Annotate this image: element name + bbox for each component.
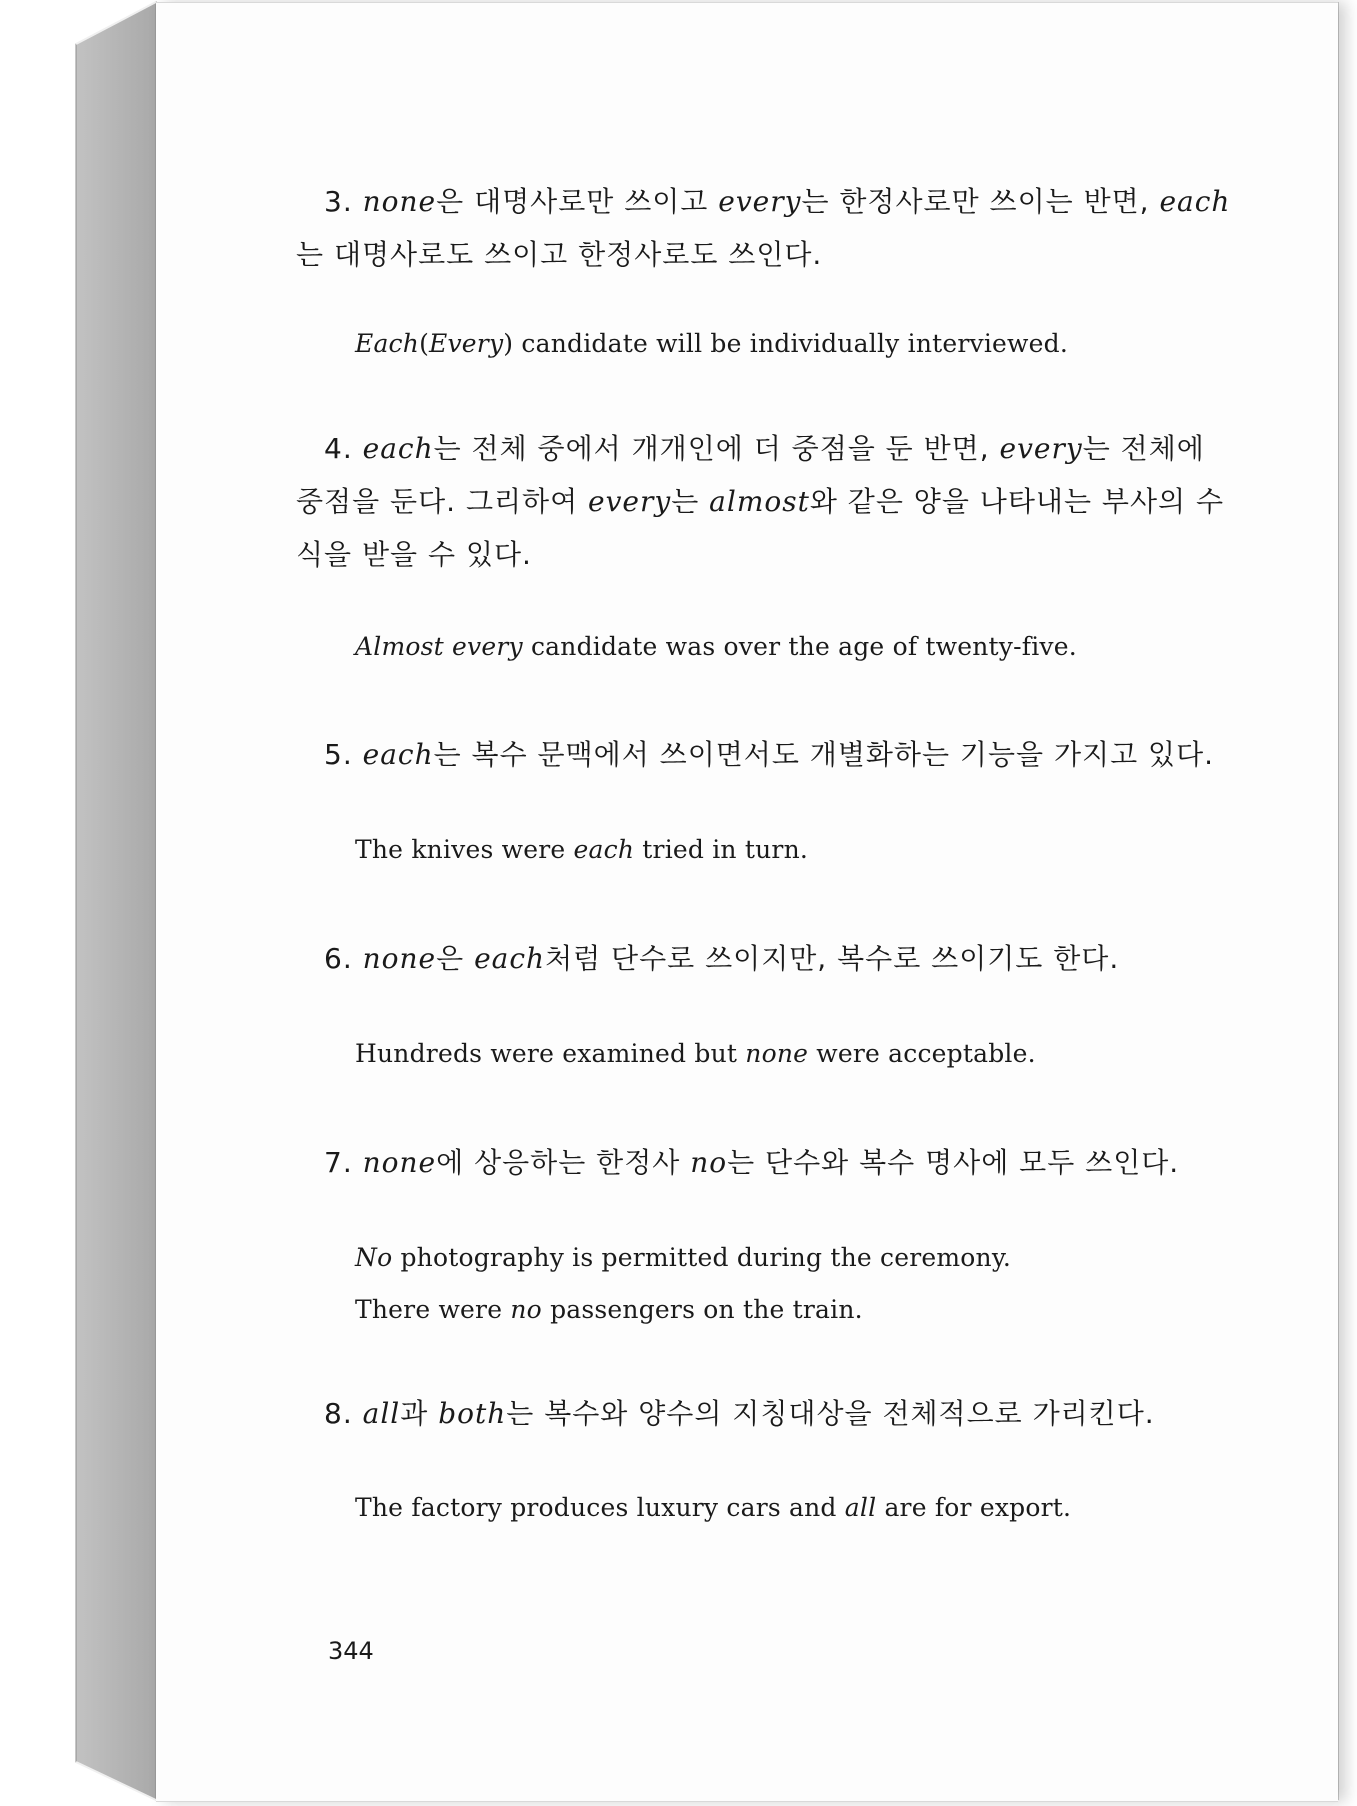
page-content bbox=[156, 3, 1338, 1801]
text-run: There were bbox=[355, 1295, 511, 1324]
rule-item-8 bbox=[324, 1392, 1155, 1432]
text-run: 는 복수 문맥에서 쓰이면서도 개별화하는 기능을 가지고 있다. bbox=[433, 738, 1215, 771]
rule-text-continued: 는 대명사로도 쓰이고 한정사로도 쓰인다. bbox=[296, 238, 823, 271]
text-run: 중점을 둔다. 그리하여 bbox=[296, 485, 589, 518]
text-run bbox=[353, 185, 363, 218]
text-run: each bbox=[362, 432, 434, 465]
text-run bbox=[353, 432, 363, 465]
text-run: every bbox=[718, 185, 802, 218]
text-run: are for export. bbox=[876, 1493, 1072, 1522]
text-run: ( bbox=[419, 329, 430, 358]
text-run: 는 전체 중에서 개개인에 더 중점을 둔 반면, bbox=[433, 432, 1000, 465]
text-run: Each bbox=[355, 329, 420, 358]
rule-item-5 bbox=[324, 733, 1214, 773]
text-run: were acceptable. bbox=[808, 1039, 1036, 1068]
text-run: ) candidate will be individually interviewed. bbox=[503, 329, 1068, 358]
rule-item-6 bbox=[324, 937, 1119, 977]
rule-number: 6. bbox=[324, 942, 353, 975]
example-sentence bbox=[355, 1493, 1071, 1522]
rule-item-7 bbox=[324, 1141, 1179, 1181]
text-run: 는 복수와 양수의 지칭대상을 전체적으로 가리킨다. bbox=[506, 1397, 1155, 1430]
rule-number: 8. bbox=[324, 1397, 353, 1430]
rule-number: 4. bbox=[324, 432, 353, 465]
example-sentence bbox=[355, 632, 1077, 661]
text-run: no bbox=[510, 1295, 542, 1324]
text-run: 처럼 단수로 쓰이지만, 복수로 쓰이기도 한다. bbox=[545, 942, 1120, 975]
example-sentence bbox=[355, 1243, 1011, 1272]
text-run: Hundreds were examined but bbox=[355, 1039, 746, 1068]
example-sentence bbox=[355, 1039, 1036, 1068]
text-run bbox=[353, 1146, 363, 1179]
text-run bbox=[353, 738, 363, 771]
text-run: every bbox=[588, 485, 672, 518]
rule-number: 3. bbox=[324, 185, 353, 218]
text-run: 은 bbox=[436, 942, 475, 975]
text-run: 는 단수와 복수 명사에 모두 쓰인다. bbox=[727, 1146, 1180, 1179]
text-run: passengers on the train. bbox=[541, 1295, 863, 1324]
rule-item-4 bbox=[324, 427, 1205, 467]
text-run: each bbox=[1159, 185, 1231, 218]
text-run: candidate was over the age of twenty-five. bbox=[522, 632, 1077, 661]
text-run bbox=[353, 942, 363, 975]
text-run: The knives were bbox=[355, 835, 574, 864]
text-run: Almost every bbox=[355, 632, 523, 661]
rule-number: 5. bbox=[324, 738, 353, 771]
text-run: each bbox=[573, 835, 635, 864]
rule-text-continued: 식을 받을 수 있다. bbox=[296, 538, 532, 571]
text-run: none bbox=[745, 1039, 809, 1068]
text-run: each bbox=[362, 738, 434, 771]
text-run: every bbox=[999, 432, 1083, 465]
page-number: 344 bbox=[328, 1637, 374, 1665]
text-run: 에 상응하는 한정사 bbox=[436, 1146, 691, 1179]
text-run: no bbox=[690, 1146, 728, 1179]
text-run: none bbox=[362, 1146, 437, 1179]
rule-text-continued bbox=[296, 480, 1224, 520]
text-run: both bbox=[438, 1397, 507, 1430]
example-sentence bbox=[355, 835, 808, 864]
text-run: Every bbox=[429, 329, 504, 358]
text-run: 는 한정사로만 쓰이는 반면, bbox=[801, 185, 1160, 218]
text-run: No bbox=[355, 1243, 393, 1272]
text-run: 은 대명사로만 쓰이고 bbox=[436, 185, 719, 218]
text-run: tried in turn. bbox=[634, 835, 809, 864]
text-run: each bbox=[474, 942, 546, 975]
text-run bbox=[353, 1397, 363, 1430]
text-run: all bbox=[362, 1397, 401, 1430]
text-run: 는 bbox=[671, 485, 710, 518]
text-run: The factory produces luxury cars and bbox=[355, 1493, 845, 1522]
text-run: almost bbox=[709, 485, 810, 518]
text-run: all bbox=[844, 1493, 877, 1522]
example-sentence bbox=[355, 329, 1068, 358]
book-page bbox=[156, 2, 1338, 1802]
text-run: photography is permitted during the ceremony. bbox=[392, 1243, 1011, 1272]
text-run: 와 같은 양을 나타내는 부사의 수 bbox=[809, 485, 1224, 518]
rule-item-3 bbox=[324, 180, 1230, 220]
text-run: none bbox=[362, 942, 437, 975]
text-run: none bbox=[362, 185, 437, 218]
example-sentence bbox=[355, 1295, 863, 1324]
text-run: 는 전체에 bbox=[1082, 432, 1205, 465]
rule-number: 7. bbox=[324, 1146, 353, 1179]
text-run: 과 bbox=[400, 1397, 439, 1430]
